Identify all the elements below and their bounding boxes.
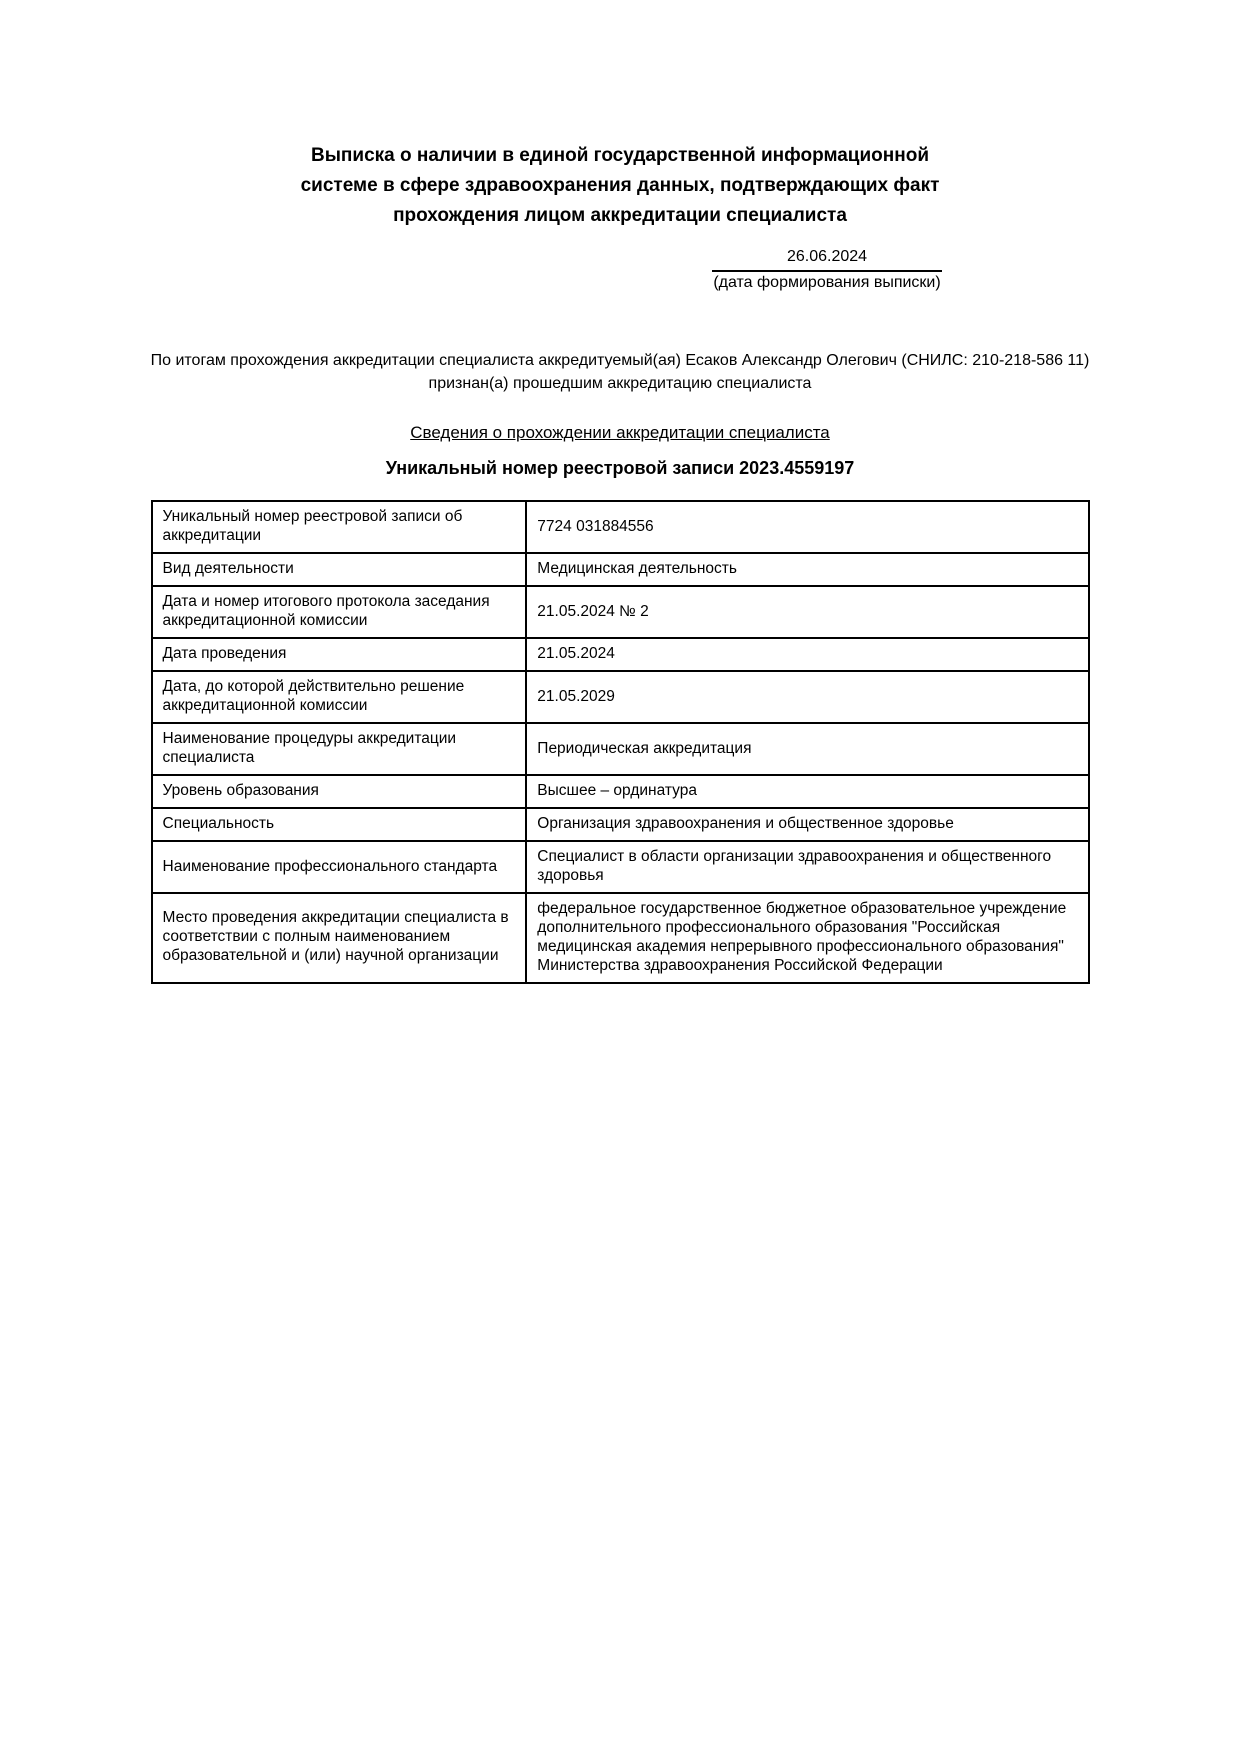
row-value: 21.05.2024 <box>526 638 1088 671</box>
table-row <box>152 638 1089 671</box>
formation-date-block <box>712 247 942 292</box>
intro-paragraph-line: признан(а) прошедшим аккредитацию специалиста <box>428 375 812 392</box>
table-row <box>152 501 1089 553</box>
row-label: Дата, до которой действительно решение аккредитационной комиссии <box>152 671 527 723</box>
registry-record-heading: Уникальный номер реестровой записи 2023.4559197 <box>385 458 855 478</box>
document-title-line: Выписка о наличии в единой государственной информационной <box>310 145 930 166</box>
row-value: 21.05.2029 <box>526 671 1088 723</box>
row-value: Периодическая аккредитация <box>526 723 1088 775</box>
table-row <box>152 553 1089 586</box>
accreditation-table <box>151 500 1090 984</box>
formation-date: 26.06.2024 <box>712 247 942 272</box>
table-row <box>152 893 1089 983</box>
document-title <box>0 141 1240 231</box>
table-row <box>152 808 1089 841</box>
row-label: Наименование профессионального стандарта <box>152 841 527 893</box>
table-row <box>152 723 1089 775</box>
row-value: Специалист в области организации здравоохранения и общественного здоровья <box>526 841 1088 893</box>
intro-paragraph <box>0 349 1240 395</box>
row-label: Место проведения аккредитации специалиста в соответствии с полным наименованием образовательной и (или) научной организации <box>152 893 527 983</box>
row-value: 7724 031884556 <box>526 501 1088 553</box>
row-label: Уровень образования <box>152 775 527 808</box>
row-value: Организация здравоохранения и общественное здоровье <box>526 808 1088 841</box>
row-label: Дата и номер итогового протокола заседания аккредитационной комиссии <box>152 586 527 638</box>
row-label: Уникальный номер реестровой записи об аккредитации <box>152 501 527 553</box>
row-value: Медицинская деятельность <box>526 553 1088 586</box>
table-row <box>152 775 1089 808</box>
document-title-line: прохождения лицом аккредитации специалиста <box>393 205 847 226</box>
row-label: Специальность <box>152 808 527 841</box>
row-value: 21.05.2024 № 2 <box>526 586 1088 638</box>
table-row <box>152 671 1089 723</box>
row-label: Наименование процедуры аккредитации специалиста <box>152 723 527 775</box>
row-label: Вид деятельности <box>152 553 527 586</box>
section-heading: Сведения о прохождении аккредитации специалиста <box>410 423 830 442</box>
accreditation-table-body <box>152 501 1089 983</box>
row-label: Дата проведения <box>152 638 527 671</box>
row-value: федеральное государственное бюджетное образовательное учреждение дополнительного профессионального образования "Российская медицинская академия непрерывного профессионального образования" Министерства здравоохранения Российской Федерации <box>526 893 1088 983</box>
formation-date-caption: (дата формирования выписки) <box>713 274 941 291</box>
document-title-line: системе в сфере здравоохранения данных, подтверждающих факт <box>300 175 940 196</box>
table-row <box>152 586 1089 638</box>
table-row <box>152 841 1089 893</box>
intro-paragraph-line: По итогам прохождения аккредитации специалиста аккредитуемый(ая) Есаков Александр Олегович (СНИЛС: 210-218-586 11) <box>150 352 1090 369</box>
row-value: Высшее – ординатура <box>526 775 1088 808</box>
